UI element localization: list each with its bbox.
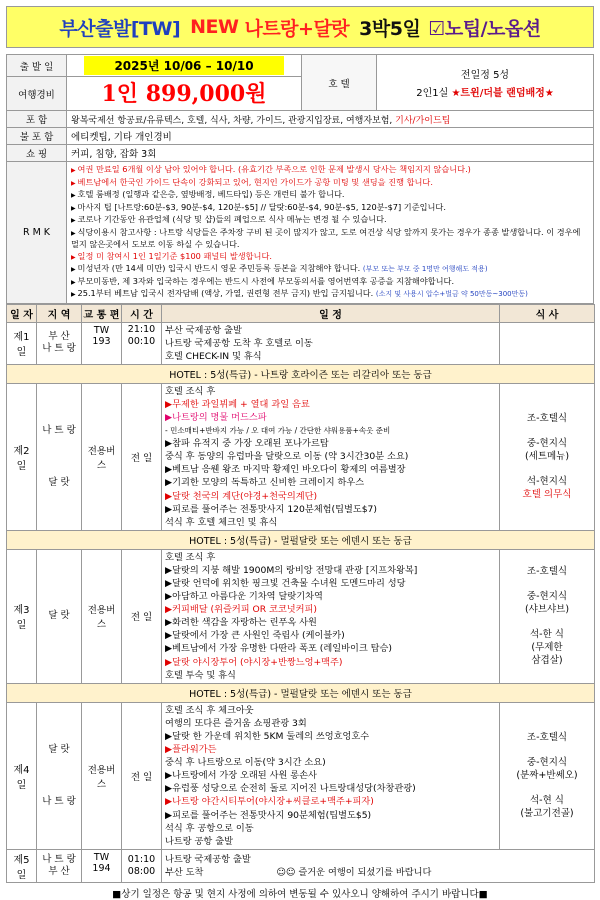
include-value: 왕복국제선 항공료/유류텍스, 호텔, 식사, 차량, 가이드, 관광지입장료, 여행자보험, 기사/가이드팁 [67,111,594,128]
day1-hotel: HOTEL : 5성(특급) - 나트랑 호라이즌 또는 리갈리아 또는 동급 [7,364,595,383]
itinerary-line: 중식 후 동양의 유럽마을 달랏으로 이동 (약 3시간30분 소요) [165,451,409,463]
itinerary-line: ▶달랏 천국의 계단(야경+천국의계단) [165,490,318,502]
day3-transport: 전용버스 [82,549,122,683]
meal-line: 조-호텔식 [526,566,568,578]
day2-region: 나 트 랑 달 랏 [37,383,82,530]
itinerary-line: ▶피로를 풀어주는 전통맛사지 120분체험(팁별도$7) [165,503,377,515]
itinerary-line: 여행의 또다른 즐거움 쇼핑관광 3회 [165,717,307,729]
day1-region: 부 산 나 트 랑 [37,322,82,364]
meal-line: 중-현지식 [526,438,568,450]
day5-flight: TW 194 [82,849,122,882]
day2-meals [500,383,595,530]
meal-line: 호텔 의무식 [522,489,572,501]
itinerary-line: ▶달랏에서 가장 큰 사원인 죽림사 (케이블카) [165,630,345,642]
day2-label: 제2일 [7,383,37,530]
day1-meals [500,322,595,364]
itinerary-line: ▶플라워가든 [165,744,217,756]
day4-label: 제4일 [7,702,37,849]
price-label: 여행경비 [7,77,67,111]
itinerary-line: ▶화려한 색감을 자랑하는 린푸옥 사원 [165,617,317,629]
title-banner [6,6,594,48]
day2-items [162,383,500,530]
remark-item: ▶ 25.1부터 베트남 입국시 전자담배 (액상, 가열, 권련형 전부 금지) 반입 금지됩니다. (소지 및 사용시 압수+벌금 약 50만동~300만동) [71,288,589,301]
meal-line: (무제한 [531,642,563,654]
day3-items [162,549,500,683]
room-type: 2인1실 [416,88,449,99]
itinerary-line: ▶아담하고 아름다운 기차역 달랏기차역 [165,591,323,603]
hotel-label: 호 텔 [302,55,377,111]
remark-item: ▶ 일정 미 참여시 1인 1일기준 $100 패널티 발생합니다. [71,251,589,264]
banner-new: NEW [190,16,239,38]
itinerary-line: 호텔 조식 후 체크아웃 [165,704,254,716]
col-time: 시 간 [122,304,162,322]
depart-label: 출 발 일 [7,55,67,77]
itinerary-line: ▶유럽풍 성당으로 순전히 돌로 지어진 나트랑대성당(차창관광) [165,783,416,795]
day3-region: 달 랏 [37,549,82,683]
itinerary-line: ▶나트랑의 명물 머드스파 [165,411,267,423]
day1-items: 부산 국제공항 출발 나트랑 국제공항 도착 후 호텔로 이동 호텔 CHECK-IN 및 휴식 [162,322,500,364]
remarks-list [71,164,589,301]
day3-row [7,549,595,683]
bed-assignment: ★트윈/더블 랜덤배정★ [451,88,554,99]
meal-line: 중-현지식 [526,591,568,603]
meal-line: 석-한 식 [530,629,564,641]
itinerary-line: 중식 후 나트랑으로 이동(약 3시간 소요) [165,757,326,769]
meal-line: (불고기전골) [520,808,574,820]
itinerary-line: ▶커피배달 (위즐커피 OR 코코넛커피) [165,604,317,616]
day3-meals [500,549,595,683]
itinerary-line: ▶피로를 풀어주는 전통맛사지 90분체험(팁별도$5) [165,809,372,821]
shopping-label: 쇼 핑 [7,145,67,162]
day5-label: 제5일 [7,849,37,882]
rmk-label: R M K [7,162,67,304]
include-label: 포 함 [7,111,67,128]
meal-line: 석-현지식 [526,476,568,488]
itinerary-line: ▶참파 유적지 중 가장 오래된 포나가르탑 [165,438,329,450]
day4-row [7,702,595,849]
depart-date: 2025년 10/06 – 10/10 [84,56,283,75]
itinerary-line: ▶달랏 야시장투어 (야시장+반짱느엉+맥주) [165,656,343,668]
day2-time: 전 일 [122,383,162,530]
itinerary-line: 호텔 조식 후 [165,551,216,563]
itinerary-line: ▶무제한 과일뷔페 + 열대 과일 음료 [165,398,310,410]
banner-destination: 나트랑+달랏 [244,17,350,40]
remark-item: ▶ 베트남에서 한국인 가이드 단속이 강화되고 있어, 현지인 가이드가 공항 미팅 및 샌딩을 진행 합니다. [71,177,589,190]
remark-item: ▶ 코로나 기간동안 유관업체 (식당 및 샵)들의 폐업으로 식사 메뉴는 변경 될 수 있습니다. [71,214,589,227]
itinerary-line: ▶나트랑에서 가장 오래된 사원 롱손사 [165,770,317,782]
day4-region: 달 랏 나 트 랑 [37,702,82,849]
day1-times: 21:10 00:10 [122,322,162,364]
day2-row [7,383,595,530]
exclude-label: 불 포 함 [7,128,67,145]
itinerary-line: ▶달랏의 지붕 해발 1900M의 랑비앙 전망대 관광 [지프차왕복] [165,564,418,576]
day4-transport: 전용버스 [82,702,122,849]
col-region: 지 역 [37,304,82,322]
banner-duration: 3박5일 [359,17,421,40]
meal-line: 석-현 식 [530,795,564,807]
remark-item: ▶ 마사지 팁 [나트랑:60분-$3, 90분-$4, 120분-$5] // 달랏:60분-$4, 90분-$5, 120분-$7] 기준입니다. [71,202,589,215]
itinerary-line: - 민소매티+반바지 가능 / 오 대여 가능 / 간단한 샤워용품+속옷 준비 [165,426,391,436]
shopping-value: 커피, 침향, 잡화 3회 [67,145,594,162]
day1-row [7,322,595,364]
meal-line: 삼겹살) [531,655,563,667]
info-table [6,54,594,304]
itinerary-line: 석식 후 호텔 체크인 및 휴식 [165,516,278,528]
day2-hotel: HOTEL : 5성(특급) - 멀펄달랏 또는 에덴시 또는 동급 [7,530,595,549]
meal-line: (분짜+반쎄오) [516,770,578,782]
meal-line: (샤브샤브) [524,604,570,616]
exclude-value: 에티켓팁, 기타 개인경비 [67,128,594,145]
hotel-info [377,55,594,111]
remark-item: ▶ 미성년자 (만 14세 미만) 입국시 반드시 영문 주민등록 등본을 지참해야 합니다. (부모 또는 부모 중 1명만 여행해도 적용) [71,263,589,276]
day2-transport: 전용버스 [82,383,122,530]
day5-region: 나 트 랑 부 산 [37,849,82,882]
banner-departure: 부산출발[TW] [59,17,181,40]
remark-item: ▶ 호텔 룸배정 (일행과 같은층, 옆방배정, 베드타입) 등은 개런티 불가 합니다. [71,189,589,202]
itinerary-line: 호텔 조식 후 [165,385,216,397]
itinerary-line: ▶나트랑 야간시티투어(야시장+씨클로+맥주+피자) [165,796,374,808]
itinerary-line: ▶베트남에서 가장 유명한 다딴라 폭포 (레일바이크 탑승) [165,643,393,655]
day4-time: 전 일 [122,702,162,849]
meal-line: 중-현지식 [526,757,568,769]
day1-label: 제1일 [7,322,37,364]
col-itinerary: 일 정 [162,304,500,322]
day4-items [162,702,500,849]
day5-row [7,849,595,882]
itinerary-line: ▶달랏 한 가운데 위치한 5KM 둘레의 쓰엉흐엉호수 [165,730,370,742]
itinerary-line: ▶기괴한 모양의 독특하고 신비한 크레이지 하우스 [165,477,365,489]
farewell-message: ☺☺ 즐거운 여행이 되셨기를 바랍니다 [276,866,432,878]
schedule-table [6,304,595,883]
footer-notice: ■상기 일정은 항공 및 현지 사정에 의하여 변동될 수 있사오니 양해하여 주시기 바랍니다■ [112,888,488,900]
price-value: 1인 899,000원 [101,80,267,107]
meal-line: (세트메뉴) [524,451,570,463]
remark-item: ▶ 여권 만료일 6개월 이상 남아 있어야 합니다. (유효기간 부족으로 인한 문제 발생시 당사는 책임지지 않습니다.) [71,164,589,177]
itinerary-line: 석식 후 공항으로 이동 [165,822,254,834]
hotel-grade: 전일정 5성 [460,70,510,81]
banner-notip: ☑노팁/노옵션 [428,17,541,40]
col-day: 일 자 [7,304,37,322]
meal-line: 조-호텔식 [526,413,568,425]
day3-time: 전 일 [122,549,162,683]
day3-hotel: HOTEL : 5성(특급) - 멀펄달랏 또는 에덴시 또는 동급 [7,683,595,702]
itinerary-line: ▶베트남 응웬 왕조 마지막 황제인 바오다이 황제의 여름별장 [165,464,406,476]
day3-label: 제3일 [7,549,37,683]
itinerary-line: 호텔 투숙 및 휴식 [165,669,236,681]
remark-item: ▶ 부모미동반, 제 3자와 입국하는 경우에는 반드시 사전에 부모동의서를 영어번역후 공증을 지참해야합니다. [71,276,589,289]
meal-line: 조-호텔식 [526,732,568,744]
col-meals: 식 사 [500,304,595,322]
itinerary-page [6,6,594,900]
remark-item: ▶ 식당이용시 참고사항 : 나트랑 식당들은 주차장 구비 된 곳이 많지가 않고, 도로 여건상 식당 앞까지 못가는 경우가 종종 발생합니다. 이 경우에 멀지 않은곳에서 도보로 이동 하실 수 있습니다. [71,227,589,251]
itinerary-line: 나트랑 공항 출발 [165,835,233,847]
col-transport: 교 통 편 [82,304,122,322]
day5-times: 01:10 08:00 [122,849,162,882]
day5-items: 나트랑 국제공항 출발 부산 도착 ☺☺ 즐거운 여행이 되셨기를 바랍니다 [162,849,595,882]
day1-flight: TW 193 [82,322,122,364]
day4-meals [500,702,595,849]
itinerary-line: ▶달랏 언덕에 위치한 핑크빛 건축물 수녀원 도멘드마리 성당 [165,578,406,589]
